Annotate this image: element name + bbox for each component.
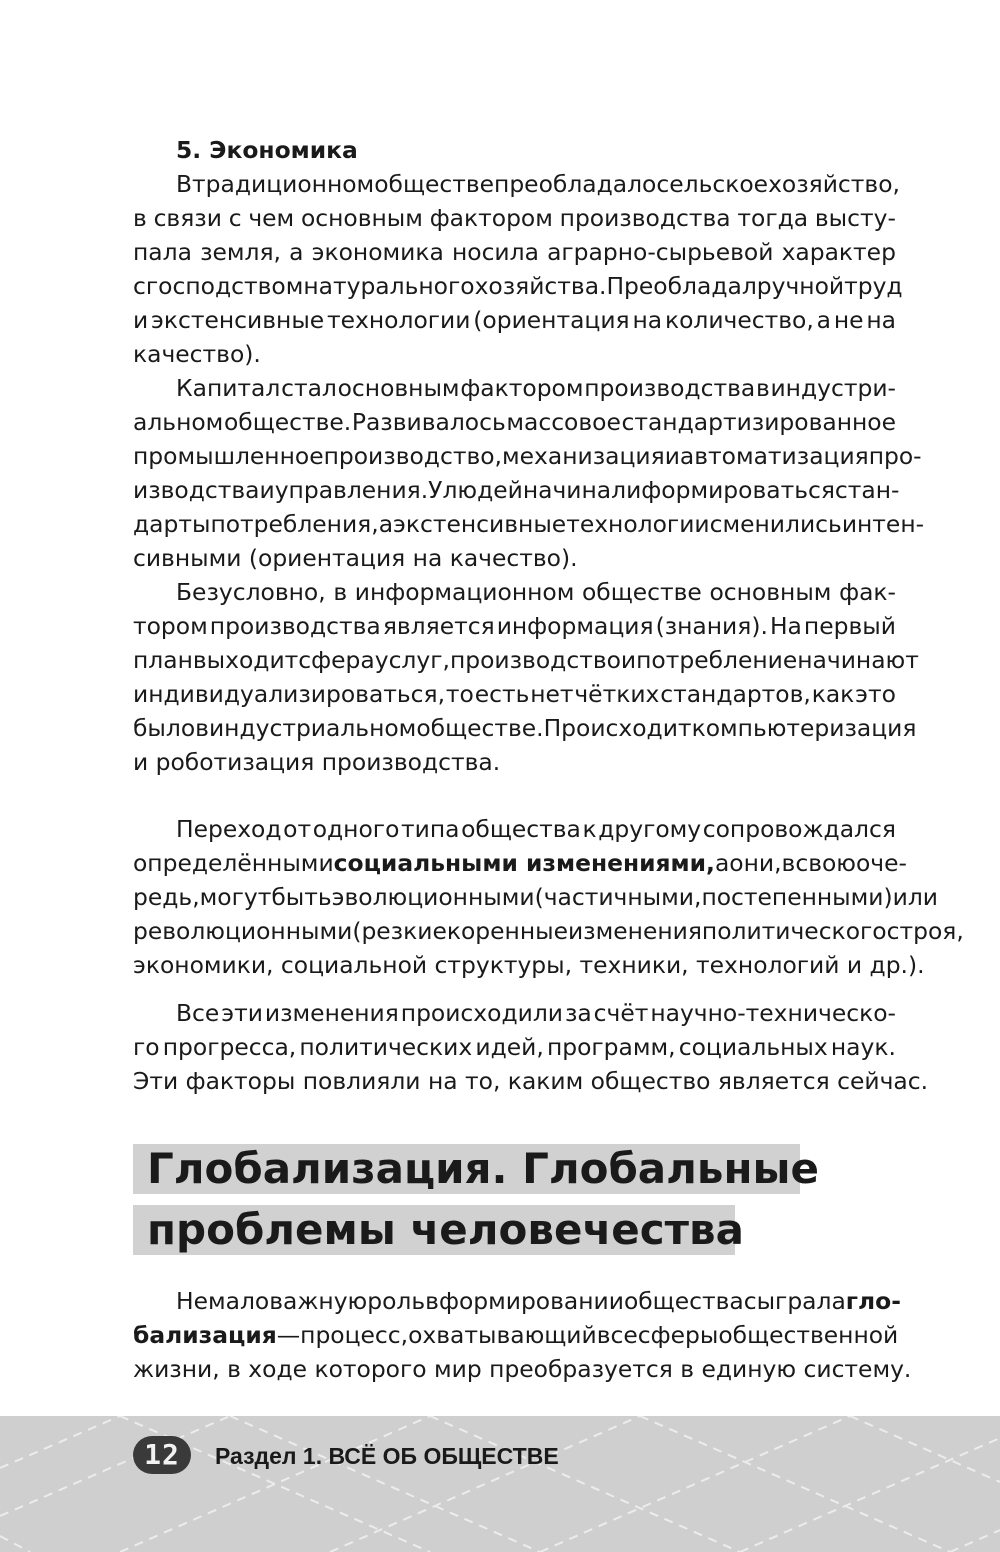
word: другому	[598, 815, 702, 843]
word: основным	[300, 204, 423, 232]
word: стандартизированное	[621, 408, 896, 436]
word: в	[195, 714, 209, 742]
word: научно-техническо-	[650, 999, 896, 1027]
word: в	[333, 578, 348, 606]
word: не	[833, 306, 864, 334]
word: за	[564, 999, 592, 1027]
word: и	[620, 646, 637, 674]
word: ручной	[756, 272, 845, 300]
word: технологии	[327, 306, 471, 334]
word: начинают	[797, 646, 919, 674]
word: общества	[461, 815, 581, 843]
word: с	[228, 204, 242, 232]
text-line	[133, 846, 907, 880]
text-line: сивными (ориентация на качество).	[133, 544, 578, 572]
word: изменения	[264, 999, 399, 1027]
word: прогресса,	[162, 1033, 297, 1061]
word: оче-	[856, 849, 907, 877]
paragraph-globalization	[133, 1284, 912, 1386]
word: информационном	[354, 578, 575, 606]
word: сферы	[637, 1321, 719, 1349]
word: (частичными,	[534, 883, 702, 911]
word: и	[664, 442, 680, 470]
section-title: 5. Экономика	[176, 136, 358, 164]
word: они,	[729, 849, 782, 877]
text-line	[133, 235, 896, 269]
word: а	[816, 306, 831, 334]
word: автоматизация	[679, 442, 869, 470]
word: потребление	[636, 646, 798, 674]
heading-text: Глобализация. Глобальные	[147, 1144, 819, 1193]
word: потребления,	[210, 510, 379, 538]
word: на	[866, 306, 896, 334]
chapter-heading	[133, 1144, 819, 1259]
word: план	[133, 646, 193, 674]
word: свою	[795, 849, 856, 877]
word: наук.	[830, 1033, 896, 1061]
word: социальных	[678, 1033, 828, 1061]
word: чётких	[574, 680, 660, 708]
word: характер	[781, 238, 896, 266]
word: господством	[145, 272, 304, 300]
word: основным	[337, 374, 460, 402]
word: индивидуализироваться,	[133, 680, 446, 708]
text-line: жизни, в ходе которого мир преобразуется в единую систему.	[133, 1355, 912, 1383]
word: экстенсивные	[393, 510, 567, 538]
word: стал	[281, 374, 337, 402]
word: производство	[449, 646, 621, 674]
word: общества	[623, 1287, 744, 1315]
word: индустриальном	[208, 714, 417, 742]
word: производство,	[323, 442, 502, 470]
word: в	[781, 849, 796, 877]
word: технологии	[566, 510, 710, 538]
word: индустри-	[770, 374, 896, 402]
text-line	[133, 643, 919, 677]
word: сопровождался	[702, 815, 896, 843]
word: дарты	[133, 510, 211, 538]
paragraph-traditional	[133, 167, 903, 371]
word: то	[445, 680, 474, 708]
word: натурального	[303, 272, 475, 300]
text-line	[133, 996, 896, 1030]
word: стандартов,	[660, 680, 811, 708]
word: как	[811, 680, 855, 708]
word: эволюционными	[331, 883, 535, 911]
word: процесс,	[300, 1321, 409, 1349]
page-number-badge: 12	[133, 1436, 191, 1474]
word: массовое	[506, 408, 621, 436]
word: а	[378, 510, 394, 538]
text-line	[133, 269, 903, 303]
word: сменились	[709, 510, 842, 538]
word: преобладало	[494, 170, 657, 198]
word: фактором	[429, 204, 553, 232]
word: го	[133, 1033, 160, 1061]
text-line: Эти факторы повлияли на то, каким общество является сейчас.	[133, 1067, 929, 1095]
word: экстенсивные	[151, 306, 325, 334]
text-line	[133, 439, 922, 473]
running-footer-label: Раздел 1. ВСЁ ОБ ОБЩЕСТВЕ	[215, 1443, 559, 1469]
section-economy	[133, 133, 925, 779]
text-line	[133, 405, 896, 439]
text-line	[133, 812, 896, 846]
bold-term: бализация	[133, 1321, 277, 1349]
word: информация	[496, 612, 654, 640]
word: и	[133, 306, 149, 334]
word: редь,	[133, 883, 200, 911]
word: быть	[271, 883, 332, 911]
word: все	[596, 1321, 638, 1349]
word: аграрно-сырьевой	[547, 238, 774, 266]
word: людей	[442, 476, 523, 504]
text-line	[133, 609, 896, 643]
word: было	[133, 714, 196, 742]
text-line	[133, 201, 896, 235]
word: это	[855, 680, 896, 708]
word: Немаловажную	[176, 1287, 368, 1315]
text-line	[133, 914, 964, 948]
word: к	[582, 815, 597, 843]
word: традиционном	[192, 170, 375, 198]
word: первый	[803, 612, 896, 640]
word: сельское	[656, 170, 769, 198]
word: механизация	[502, 442, 665, 470]
word: формировании	[438, 1287, 624, 1315]
paragraph-information	[133, 575, 919, 779]
word: экономика	[311, 238, 444, 266]
text-line: и роботизация производства.	[133, 748, 501, 776]
text-line	[133, 880, 938, 914]
heading-line-1	[133, 1144, 819, 1194]
word: а	[289, 238, 304, 266]
word: хозяйства.	[474, 272, 607, 300]
word: Все	[176, 999, 220, 1027]
word: в	[425, 1287, 439, 1315]
paragraph-industrial	[133, 371, 925, 575]
word: происходили	[400, 999, 563, 1027]
text-span: определёнными	[133, 849, 334, 877]
word: альном	[133, 408, 224, 436]
text-line	[133, 677, 896, 711]
word: труд	[844, 272, 903, 300]
word: высту-	[814, 204, 896, 232]
word: пала	[133, 238, 192, 266]
word: (знания).	[655, 612, 768, 640]
word: производства	[209, 612, 381, 640]
word: обществе	[582, 578, 702, 606]
word: охватывающий	[408, 1321, 597, 1349]
word: Переход	[176, 815, 282, 843]
word: про-	[868, 442, 922, 470]
word: в	[755, 374, 770, 402]
word: а	[714, 849, 730, 877]
word: изводства	[133, 476, 260, 504]
text-line	[133, 1284, 901, 1318]
word: Преобладал	[606, 272, 757, 300]
word: выходит	[192, 646, 299, 674]
word: является	[382, 612, 495, 640]
text-line	[133, 167, 900, 201]
word: с	[133, 272, 146, 300]
paragraph-social-changes	[133, 812, 964, 982]
word: на	[632, 306, 663, 334]
text-line	[133, 1318, 899, 1352]
word: изменения	[567, 917, 702, 945]
text-line	[133, 711, 917, 745]
word: обществе	[374, 170, 495, 198]
word: обществе.	[416, 714, 544, 742]
text-line: качество).	[133, 340, 261, 368]
word: одного	[312, 815, 400, 843]
word: производства	[559, 204, 731, 232]
word: постепенными)	[701, 883, 893, 911]
bold-term: социальными изменениями,	[333, 849, 715, 877]
word: общественной	[718, 1321, 899, 1349]
word: коренные	[446, 917, 568, 945]
word: тором	[133, 612, 208, 640]
word: стан-	[834, 476, 900, 504]
text-line	[133, 507, 925, 541]
word: —	[276, 1321, 301, 1349]
word: Капитал	[176, 374, 281, 402]
word: промышленное	[133, 442, 324, 470]
word: политического	[701, 917, 887, 945]
text-line	[133, 371, 896, 405]
paragraph-progress	[133, 996, 929, 1098]
word: начинали	[522, 476, 642, 504]
word: революционными	[133, 917, 353, 945]
word: строя,	[886, 917, 964, 945]
word: земля,	[200, 238, 281, 266]
word: есть	[474, 680, 530, 708]
word: обществе.	[223, 408, 352, 436]
word: или	[892, 883, 938, 911]
word: сыграла	[743, 1287, 846, 1315]
word: фактором	[460, 374, 584, 402]
text-line	[133, 473, 900, 507]
word: программ,	[546, 1033, 676, 1061]
word: счёт	[593, 999, 649, 1027]
word: хозяйство,	[768, 170, 900, 198]
word: В	[176, 170, 193, 198]
text-line	[133, 575, 896, 609]
word: компьютеризация	[691, 714, 917, 742]
word: и	[259, 476, 275, 504]
heading-line-2	[133, 1205, 744, 1255]
word: от	[283, 815, 312, 843]
text-line	[133, 303, 896, 337]
word: фак-	[839, 578, 896, 606]
word: Безусловно,	[176, 578, 326, 606]
word: На	[769, 612, 802, 640]
word: тогда	[737, 204, 809, 232]
word: формироваться	[641, 476, 835, 504]
word: производства	[584, 374, 756, 402]
word: могут	[199, 883, 272, 911]
word: количество,	[664, 306, 814, 334]
word: типа	[401, 815, 460, 843]
word: в	[133, 204, 147, 232]
word: Происходит	[543, 714, 692, 742]
word: У	[428, 476, 443, 504]
word: эти	[221, 999, 263, 1027]
bold-term: гло-	[845, 1287, 901, 1315]
word: носила	[451, 238, 539, 266]
word: (резкие	[352, 917, 447, 945]
word: идей,	[475, 1033, 544, 1061]
word: связи	[153, 204, 222, 232]
text-line	[133, 1030, 896, 1064]
word: сфера	[298, 646, 375, 674]
word: нет	[530, 680, 574, 708]
word: роль	[367, 1287, 426, 1315]
word: интен-	[841, 510, 925, 538]
word: Развивалось	[351, 408, 506, 436]
word: услуг,	[374, 646, 450, 674]
word: чем	[248, 204, 295, 232]
word: (ориентация	[473, 306, 630, 334]
word: управления.	[274, 476, 429, 504]
heading-text: проблемы человечества	[147, 1205, 744, 1254]
word: основным	[709, 578, 832, 606]
text-line: экономики, социальной структуры, техники, технологий и др.).	[133, 951, 925, 979]
word: политических	[299, 1033, 473, 1061]
